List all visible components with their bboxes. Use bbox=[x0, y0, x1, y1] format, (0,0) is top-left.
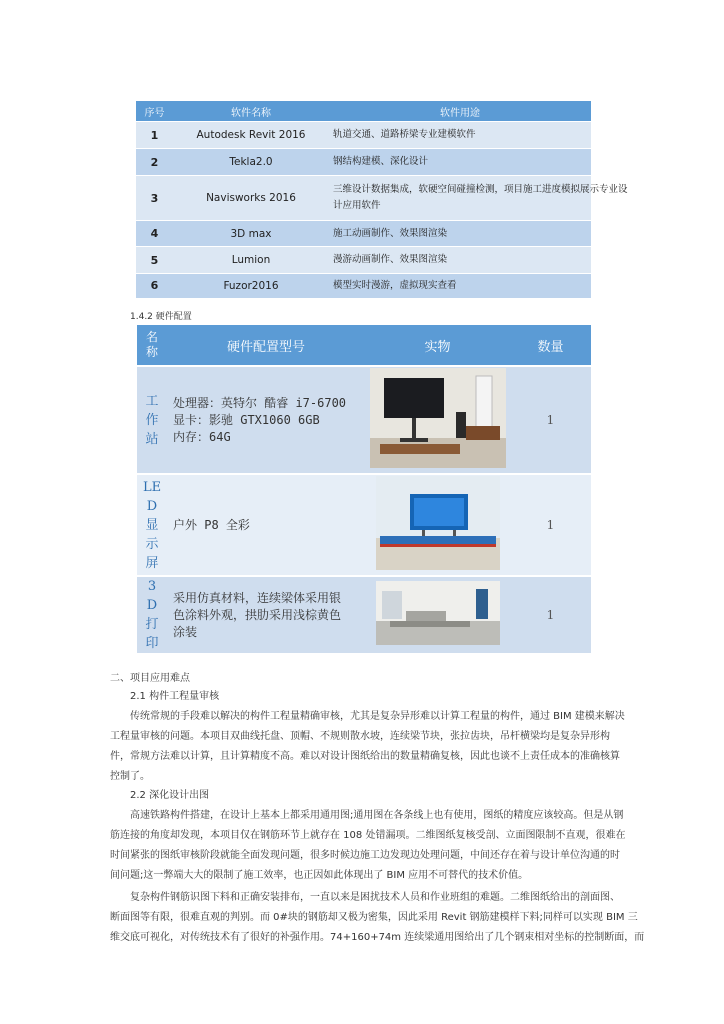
heading-2-1: 2.1 构件工程量审核 bbox=[130, 691, 220, 702]
hardware-header-name: 名 称 bbox=[137, 325, 167, 366]
software-name: 3D max bbox=[173, 221, 329, 247]
hardware-section-title: 1.4.2 硬件配置 bbox=[130, 312, 192, 322]
hardware-spec-line: 涂装 bbox=[173, 624, 198, 639]
hardware-table bbox=[137, 325, 591, 653]
software-no: 3 bbox=[136, 176, 173, 221]
paragraph-line: 件，常规方法难以计算，且计算精度不高。难以对设计图纸给出的数量精确复核，因此也谈不上责任成本的准确核算 bbox=[110, 751, 620, 762]
software-table bbox=[136, 101, 628, 298]
hardware-table-header bbox=[137, 325, 591, 366]
software-header-use: 软件用途 bbox=[329, 101, 591, 122]
paragraph-line: 控制了。 bbox=[110, 771, 150, 782]
paragraph-line: 筋连接的角度却发现，本项目仅在钢筋环节上就存在 108 处错漏项。二维图纸复核受剖、立面图限制不直观，很难在 bbox=[110, 830, 626, 841]
hardware-qty: 1 bbox=[510, 366, 591, 474]
software-row bbox=[136, 149, 591, 176]
hardware-photo-cell bbox=[365, 576, 510, 653]
software-no: 6 bbox=[136, 274, 173, 298]
hardware-spec-line: 采用仿真材料，连续梁体采用银 bbox=[173, 590, 342, 605]
software-use: 轨道交通、道路桥梁专业建模软件 bbox=[329, 122, 591, 149]
paragraph-line: 工程量审核的问题。本项目双曲线托盘、顶帽、不规则散水坡，连续梁节块，张拉齿块，吊杆横梁均是复杂异形构 bbox=[110, 731, 610, 742]
software-use: 模型实时漫游，虚拟现实查看 bbox=[329, 274, 591, 298]
hardware-row bbox=[137, 576, 591, 653]
software-row bbox=[136, 122, 591, 149]
hardware-photo-cell bbox=[365, 366, 510, 474]
software-table-header bbox=[136, 101, 591, 122]
software-no: 2 bbox=[136, 149, 173, 176]
heading-section-two: 二、项目应用难点 bbox=[110, 673, 190, 684]
software-row bbox=[136, 274, 591, 298]
hardware-spec bbox=[167, 576, 365, 653]
software-use bbox=[329, 176, 628, 221]
3d-print-photo bbox=[376, 581, 500, 649]
hardware-spec bbox=[167, 474, 365, 576]
software-use: 施工动画制作、效果图渲染 bbox=[329, 221, 591, 247]
software-header-name: 软件名称 bbox=[173, 101, 329, 122]
hardware-spec-line: 户外 P8 全彩 bbox=[173, 517, 250, 532]
hardware-spec-line: 显卡：影驰 GTX1060 6GB bbox=[173, 412, 320, 427]
software-no: 5 bbox=[136, 247, 173, 274]
software-name: Tekla2.0 bbox=[173, 149, 329, 176]
software-name: Fuzor2016 bbox=[173, 274, 329, 298]
hardware-row bbox=[137, 474, 591, 576]
hardware-spec-line: 内存：64G bbox=[173, 429, 231, 444]
hardware-header-qty: 数量 bbox=[510, 325, 591, 366]
paragraph-line: 高速铁路构件搭建，在设计上基本上都采用通用图;通用图在各条线上也有使用，图纸的精度应该较高。但是从钢 bbox=[130, 810, 624, 821]
software-use: 漫游动画制作、效果图渲染 bbox=[329, 247, 591, 274]
software-use-line: 计应用软件 bbox=[333, 200, 381, 211]
software-row bbox=[136, 247, 591, 274]
paragraph-line: 间问题;这一弊端大大的限制了施工效率，也正因如此体现出了 BIM 应用不可替代的技术价值。 bbox=[110, 870, 529, 881]
software-name: Navisworks 2016 bbox=[173, 176, 329, 221]
paragraph-line: 断面图等有限，很难直观的判别。而 0#块的钢筋却又极为密集，因此采用 Revit 钢筋建模样下料;同样可以实现 BIM 三 bbox=[110, 912, 638, 923]
paragraph-line: 传统常规的手段难以解决的构件工程量精确审核，尤其是复杂异形难以计算工程量的构件，通过 BIM 建模来解决 bbox=[130, 711, 625, 722]
workstation-photo bbox=[370, 368, 506, 472]
hardware-spec-line: 处理器：英特尔 酷睿 i7-6700 bbox=[173, 395, 347, 410]
hardware-label: LE D 显 示 屏 bbox=[137, 474, 167, 576]
software-row bbox=[136, 221, 591, 247]
hardware-header-model: 硬件配置型号 bbox=[167, 325, 365, 366]
hardware-photo-cell bbox=[365, 474, 510, 576]
hardware-spec-line: 色涂料外观，拱肋采用浅棕黄色 bbox=[173, 607, 342, 622]
hardware-qty: 1 bbox=[510, 576, 591, 653]
software-name: Autodesk Revit 2016 bbox=[173, 122, 329, 149]
software-header-no: 序号 bbox=[136, 101, 173, 122]
hardware-row bbox=[137, 366, 591, 474]
paragraph-line: 复杂构件钢筋识图下料和正确安装排布，一直以来是困扰技术人员和作业班组的难题。二维图纸给出的剖面图、 bbox=[130, 892, 620, 903]
hardware-label: 工 作 站 bbox=[137, 366, 167, 474]
software-row bbox=[136, 176, 591, 221]
paragraph-line: 维交底可视化，对传统技术有了很好的补强作用。74+160+74m 连续梁通用图给出了几个钢束相对坐标的控制断面，而 bbox=[110, 932, 645, 943]
software-no: 1 bbox=[136, 122, 173, 149]
hardware-spec bbox=[167, 366, 365, 474]
software-name: Lumion bbox=[173, 247, 329, 274]
led-screen-photo bbox=[376, 476, 500, 574]
hardware-label: 3 D 打 印 bbox=[137, 576, 167, 653]
software-use-line: 三维设计数据集成，软硬空间碰撞检测，项目施工进度模拟展示专业设 bbox=[333, 184, 628, 195]
software-no: 4 bbox=[136, 221, 173, 247]
paragraph-line: 时间紧张的图纸审核阶段就能全面发现问题，很多时候边施工边发现边处理问题，中间还存在着与设计单位沟通的时 bbox=[110, 850, 620, 861]
heading-2-2: 2.2 深化设计出图 bbox=[130, 790, 210, 801]
hardware-header-photo: 实物 bbox=[365, 325, 510, 366]
software-use: 钢结构建模、深化设计 bbox=[329, 149, 591, 176]
hardware-qty: 1 bbox=[510, 474, 591, 576]
